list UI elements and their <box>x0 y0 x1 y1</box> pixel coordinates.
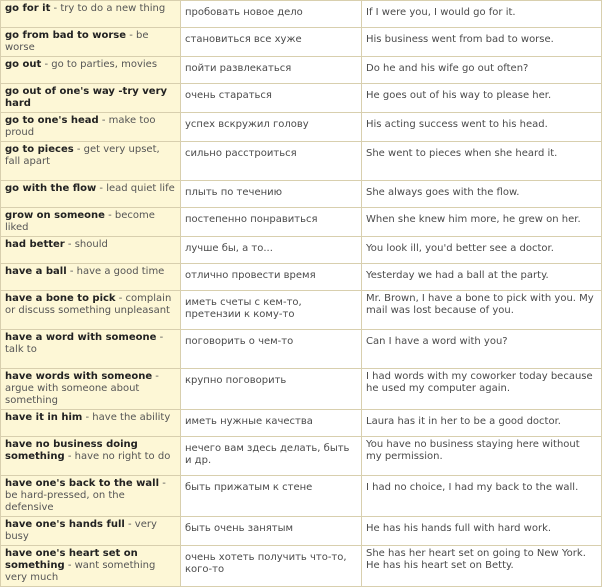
russian-translation: пойти развлекаться <box>181 57 362 84</box>
russian-translation: быть очень занятым <box>181 517 362 546</box>
table-row <box>1 208 602 237</box>
idiom-cell <box>1 237 181 264</box>
idiom-phrase: have it in him <box>5 412 83 423</box>
table-row <box>1 330 602 369</box>
idiom-phrase: have one's heart set on something <box>5 548 138 571</box>
idiom-cell <box>1 264 181 291</box>
example-sentence: I had words with my coworker today because he used my computer again. <box>362 369 602 410</box>
idiom-phrase: go out <box>5 59 42 70</box>
russian-translation: успех вскружил голову <box>181 113 362 142</box>
idiom-phrase: have a word with someone <box>5 332 157 343</box>
idiom-cell <box>1 57 181 84</box>
idiom-meaning: - have a good time <box>66 266 165 277</box>
idiom-cell <box>1 291 181 330</box>
idiom-phrase: have a ball <box>5 266 67 277</box>
russian-translation: быть прижатым к стене <box>181 476 362 517</box>
russian-translation: становиться все хуже <box>181 28 362 57</box>
example-sentence: He has his hands full with hard work. <box>362 517 602 546</box>
table-row <box>1 142 602 181</box>
table-row <box>1 181 602 208</box>
idiom-meaning: - be worse <box>5 30 149 53</box>
idiom-cell <box>1 84 181 113</box>
example-sentence: When she knew him more, he grew on her. <box>362 208 602 237</box>
example-sentence: Do he and his wife go out often? <box>362 57 602 84</box>
russian-translation: лучше бы, а то... <box>181 237 362 264</box>
table-row <box>1 410 602 437</box>
idiom-cell <box>1 28 181 57</box>
idiom-meaning: - be hard-pressed, on the defensive <box>5 478 166 513</box>
russian-translation: плыть по течению <box>181 181 362 208</box>
russian-translation: поговорить о чем-то <box>181 330 362 369</box>
idiom-meaning: - should <box>64 239 108 250</box>
example-sentence: She has her heart set on going to New York. He has his heart set on Betty. <box>362 546 602 587</box>
table-row <box>1 113 602 142</box>
example-sentence: I had no choice, I had my back to the wall. <box>362 476 602 517</box>
example-sentence: His business went from bad to worse. <box>362 28 602 57</box>
idiom-cell <box>1 330 181 369</box>
idiom-cell <box>1 1 181 28</box>
idiom-meaning: - talk to <box>5 332 164 355</box>
idiom-phrase: grow on someone <box>5 210 105 221</box>
idiom-meaning: - lead quiet life <box>96 183 175 194</box>
idiom-meaning: - want something very much <box>5 560 156 583</box>
russian-translation: сильно расстроиться <box>181 142 362 181</box>
idiom-cell <box>1 546 181 587</box>
idiom-meaning: - complain or discuss something unpleasant <box>5 293 172 316</box>
idiom-meaning: - go to parties, movies <box>41 59 158 70</box>
table-row <box>1 84 602 113</box>
russian-translation: иметь нужные качества <box>181 410 362 437</box>
table-row <box>1 57 602 84</box>
russian-translation: иметь счеты с кем-то, претензии к кому-то <box>181 291 362 330</box>
idiom-phrase: go out of one's way -try very hard <box>5 86 168 109</box>
example-sentence: She always goes with the flow. <box>362 181 602 208</box>
idiom-cell <box>1 437 181 476</box>
idiom-cell <box>1 476 181 517</box>
idiom-cell <box>1 181 181 208</box>
idiom-phrase: have a bone to pick <box>5 293 116 304</box>
idiom-meaning: - very busy <box>5 519 157 542</box>
example-sentence: He goes out of his way to please her. <box>362 84 602 113</box>
idiom-phrase: have words with someone <box>5 371 153 382</box>
idiom-phrase: go from bad to worse <box>5 30 127 41</box>
idiom-meaning: - argue with someone about something <box>5 371 159 406</box>
table-row <box>1 476 602 517</box>
table-row <box>1 1 602 28</box>
idiom-phrase: go for it <box>5 3 51 14</box>
idiom-meaning: - become liked <box>5 210 155 233</box>
idiom-meaning: - have no right to do <box>64 451 171 462</box>
russian-translation: отлично провести время <box>181 264 362 291</box>
table-row <box>1 546 602 587</box>
table-row <box>1 264 602 291</box>
idiom-meaning: - make too proud <box>5 115 156 138</box>
idiom-meaning: - get very upset, fall apart <box>5 144 160 167</box>
russian-translation: пробовать новое дело <box>181 1 362 28</box>
example-sentence: You have no business staying here without my permission. <box>362 437 602 476</box>
russian-translation: очень хотеть получить что-то, кого-то <box>181 546 362 587</box>
table-row <box>1 437 602 476</box>
example-sentence: Can I have a word with you? <box>362 330 602 369</box>
russian-translation: нечего вам здесь делать, быть и др. <box>181 437 362 476</box>
idiom-phrase: have one's hands full <box>5 519 125 530</box>
table-row <box>1 28 602 57</box>
example-sentence: If I were you, I would go for it. <box>362 1 602 28</box>
idiom-phrase: go to pieces <box>5 144 74 155</box>
idiom-phrase: go with the flow <box>5 183 97 194</box>
example-sentence: Mr. Brown, I have a bone to pick with you. My mail was lost because of you. <box>362 291 602 330</box>
idiom-cell <box>1 208 181 237</box>
example-sentence: She went to pieces when she heard it. <box>362 142 602 181</box>
idiom-phrase: have no business doing something <box>5 439 138 462</box>
table-row <box>1 237 602 264</box>
idiom-cell <box>1 410 181 437</box>
idiom-phrase: had better <box>5 239 65 250</box>
russian-translation: очень стараться <box>181 84 362 113</box>
table-row <box>1 369 602 410</box>
table-row <box>1 291 602 330</box>
example-sentence: Laura has it in her to be a good doctor. <box>362 410 602 437</box>
idiom-phrase: go to one's head <box>5 115 99 126</box>
russian-translation: постепенно понравиться <box>181 208 362 237</box>
idiom-meaning: - try to do a new thing <box>50 3 166 14</box>
idiom-cell <box>1 369 181 410</box>
russian-translation: крупно поговорить <box>181 369 362 410</box>
idiom-meaning: - have the ability <box>82 412 171 423</box>
idiom-cell <box>1 142 181 181</box>
idiom-phrase: have one's back to the wall <box>5 478 160 489</box>
idiom-cell <box>1 113 181 142</box>
example-sentence: Yesterday we had a ball at the party. <box>362 264 602 291</box>
example-sentence: You look ill, you'd better see a doctor. <box>362 237 602 264</box>
idiom-cell <box>1 517 181 546</box>
table-row <box>1 517 602 546</box>
example-sentence: His acting success went to his head. <box>362 113 602 142</box>
